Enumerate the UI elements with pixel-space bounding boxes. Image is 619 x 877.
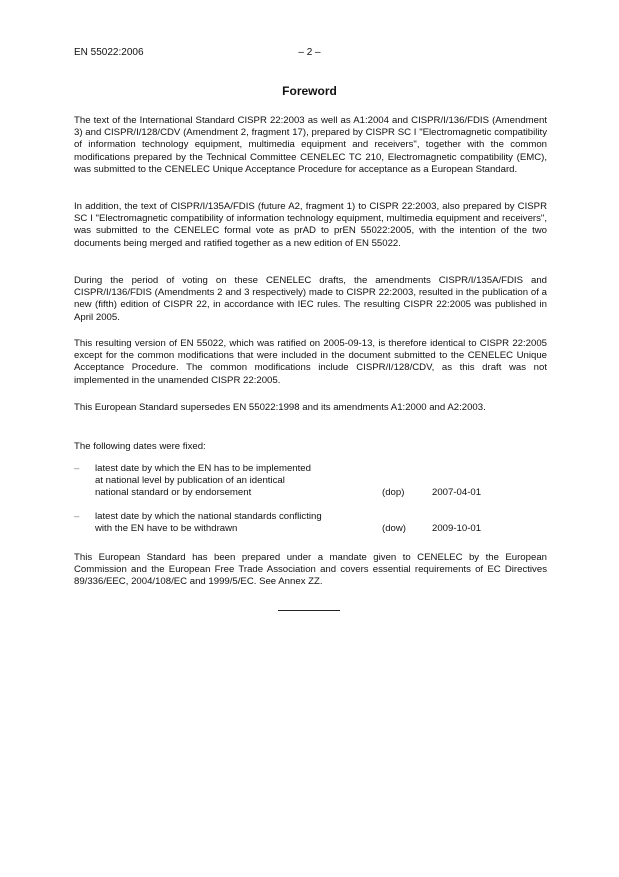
page-number: – 2 –	[298, 47, 321, 58]
date-code: (dow)	[382, 523, 406, 534]
date-value: 2009-10-01	[432, 523, 482, 534]
list-dash: –	[74, 511, 80, 522]
list-dash: –	[74, 463, 80, 474]
date-item-dop	[74, 463, 547, 503]
paragraph-4: This resulting version of EN 55022, which was ratified on 2005-09-13, is therefore identical to CISPR 22:2005 except for the common modifications that were included in the document submitted to the CENELEC Unique Acceptance Procedure. The common modifications include CISPR/I/128/CDV, as this draft was not implemented in the unamended CISPR 22:2005.	[74, 338, 547, 386]
paragraph-2: In addition, the text of CISPR/I/135A/FDIS (future A2, fragment 1) to CISPR 22:2003, also prepared by CISPR SC I "Electromagnetic compatibility of information technology equipment, multimedia equipment and receivers", was submitted to the CENELEC formal vote as prAD to prEN 55022:2005, with the intention of the two documents being merged and ratified together as a new edition of EN 55022.	[74, 201, 547, 249]
closing-paragraph: This European Standard has been prepared under a mandate given to CENELEC by the European Commission and the European Free Trade Association and covers essential requirements of EC Directives 89/336/EEC, 2004/108/EC and 1999/5/EC. See Annex ZZ.	[74, 552, 547, 588]
date-description	[95, 511, 380, 535]
paragraph-3: During the period of voting on these CENELEC drafts, the amendments CISPR/I/135A/FDIS and CISPR/I/136/FDIS (Amendments 2 and 3 respectively) made to CISPR 22:2003, resulted in the publication of a new (fifth) edition of CISPR 22, in accordance with IEC rules. The resulting CISPR 22:2005 was published in April 2005.	[74, 275, 547, 323]
paragraph-6: The following dates were fixed:	[74, 441, 206, 452]
date-description	[95, 463, 380, 500]
date-description-line: with the EN have to be withdrawn	[95, 523, 238, 535]
date-description-line: latest date by which the national standards conflicting	[95, 511, 322, 522]
date-value: 2007-04-01	[432, 487, 482, 498]
date-code: (dop)	[382, 487, 405, 498]
paragraph-1: The text of the International Standard CISPR 22:2003 as well as A1:2004 and CISPR/I/136/FDIS (Amendment 3) and CISPR/I/128/CDV (Amendment 2, fragment 17), prepared by CISPR SC I "Electromagnetic compatibility of information technology equipment, multimedia equipment and receivers", together with the common modifications prepared by the Technical Committee CENELEC TC 210, Electromagnetic compatibility (EMC), was submitted to the CENELEC Unique Acceptance Procedure for acceptance as a European Standard.	[74, 115, 547, 175]
date-description-line: at national level by publication of an identical	[95, 475, 285, 487]
date-item-dow	[74, 511, 547, 539]
paragraph-5: This European Standard supersedes EN 55022:1998 and its amendments A1:2000 and A2:2003.	[74, 402, 486, 413]
date-description-line: latest date by which the EN has to be implemented	[95, 463, 311, 474]
page-title: Foreword	[282, 84, 337, 98]
end-rule	[278, 610, 340, 611]
date-description-line: national standard or by endorsement	[95, 487, 252, 499]
document-id: EN 55022:2006	[74, 47, 144, 58]
